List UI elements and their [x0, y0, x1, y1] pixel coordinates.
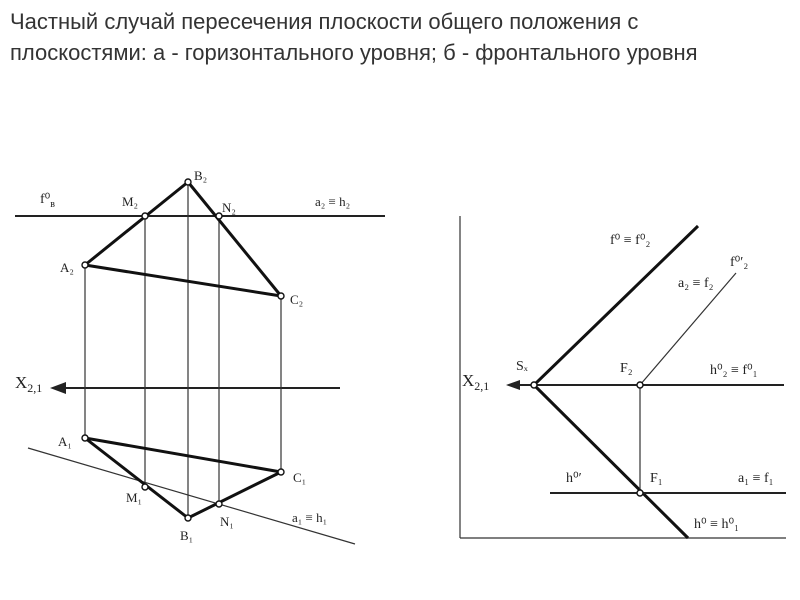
diagram-horizontal-level — [10, 160, 390, 560]
edge-a2-c2 — [85, 265, 281, 296]
line-h0-h01 — [534, 385, 688, 538]
x-axis-arrow — [50, 382, 66, 394]
label-f1: F₁ — [650, 471, 663, 486]
label-sx: Sₓ — [516, 359, 528, 374]
line-f0-f02 — [534, 226, 698, 385]
label-a1-h1: a₁ ≡ h₁ — [292, 510, 328, 525]
label-b1: B₁ — [180, 528, 194, 543]
point-c1 — [278, 469, 284, 475]
label-f0: $f^0_в$ — [40, 192, 56, 210]
slide-title: Частный случай пересечения плоскости общего положения с плоскостями: а - горизонтального уровня; б - фронтального уровня — [10, 9, 698, 65]
label-a2-h2: a₂ ≡ h₂ — [315, 194, 351, 209]
point-f1 — [637, 490, 643, 496]
label-b2: B₂ — [194, 168, 208, 183]
label-n1: N₁ — [220, 514, 234, 529]
point-n1 — [216, 501, 222, 507]
label-f0-f02: f⁰ ≡ f⁰₂ — [610, 233, 651, 248]
label-h02-f01: h⁰₂ ≡ f⁰₁ — [710, 363, 758, 378]
point-sx — [531, 382, 537, 388]
edge-a1-b1 — [85, 438, 188, 518]
label-x21: $X_{2,1}$ — [462, 371, 490, 393]
label-a1: A₁ — [58, 434, 72, 449]
edge-b1-c1 — [188, 472, 281, 518]
label-n2: N₂ — [222, 200, 236, 215]
label-f0prime2: f⁰′₂ — [730, 255, 749, 270]
point-a1 — [82, 435, 88, 441]
label-h0-h01: h⁰ ≡ h⁰₁ — [694, 517, 740, 532]
diagram-frontal-level — [458, 216, 788, 546]
label-c1: C₁ — [293, 470, 307, 485]
label-m2: M₂ — [122, 194, 139, 209]
point-a2 — [82, 262, 88, 268]
label-h0prime: h⁰′ — [566, 471, 582, 486]
point-c2 — [278, 293, 284, 299]
label-c2: C₂ — [290, 292, 304, 307]
x-axis-arrow — [506, 380, 520, 390]
point-m2 — [142, 213, 148, 219]
label-f2: F₂ — [620, 361, 633, 376]
label-a2-f2: a₂ ≡ f₂ — [678, 276, 714, 291]
edge-a1-c1 — [85, 438, 281, 472]
point-b2 — [185, 179, 191, 185]
point-b1 — [185, 515, 191, 521]
point-f2 — [637, 382, 643, 388]
label-a2: A₂ — [60, 260, 74, 275]
label-m1: M₁ — [126, 490, 143, 505]
label-x21: $X_{2,1}$ — [15, 373, 43, 395]
label-a1-f1: a₁ ≡ f₁ — [738, 471, 774, 486]
point-m1 — [142, 484, 148, 490]
